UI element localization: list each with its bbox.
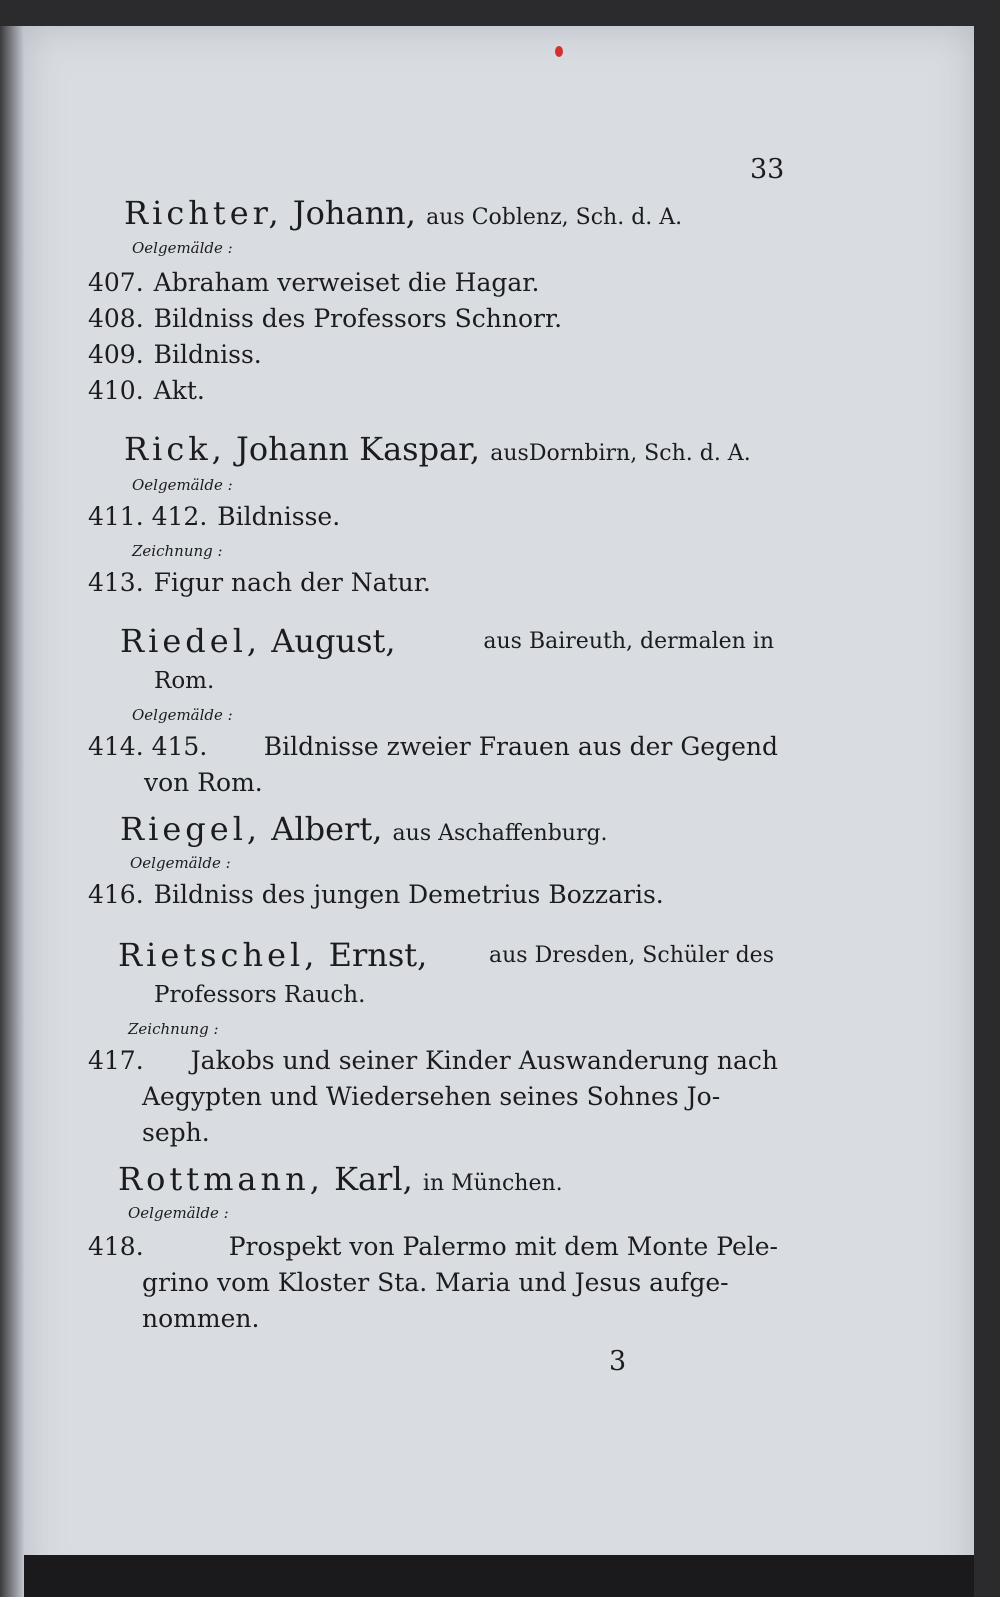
artist-origin-continued: Rom. bbox=[154, 668, 215, 694]
artist-given-name: August, bbox=[271, 622, 396, 660]
catalog-number: 417. bbox=[88, 1046, 144, 1075]
catalog-number: 418. bbox=[88, 1232, 144, 1261]
medium-label: Zeichnung : bbox=[128, 1020, 219, 1038]
catalog-title-continued: seph. bbox=[142, 1118, 210, 1147]
artist-surname: Richter, bbox=[124, 194, 283, 232]
catalog-item bbox=[88, 502, 340, 531]
page-number: 33 bbox=[750, 154, 785, 185]
artist-origin: aus Baireuth, dermalen in bbox=[483, 628, 774, 654]
artist-given-name: Ernst, bbox=[328, 936, 428, 974]
artist-given-name: Johann, bbox=[292, 194, 416, 232]
catalog-item bbox=[88, 880, 664, 909]
catalog-title: Prospekt von Palermo mit dem Monte Pele- bbox=[228, 1232, 778, 1261]
catalog-title: Bildniss des jungen Demetrius Bozzaris. bbox=[153, 880, 664, 909]
artist-heading bbox=[124, 194, 682, 232]
artist-given-name: Karl, bbox=[334, 1160, 413, 1198]
catalog-title: Jakobs und seiner Kinder Auswanderung nach bbox=[190, 1046, 778, 1075]
catalog-number: 408. bbox=[88, 304, 144, 333]
catalog-number: 416. bbox=[88, 880, 144, 909]
catalog-title-continued bbox=[142, 1082, 778, 1111]
medium-label: Oelgemälde : bbox=[132, 476, 233, 494]
catalog-title: Bildniss des Professors Schnorr. bbox=[153, 304, 563, 333]
signature-mark: 3 bbox=[609, 1346, 627, 1377]
catalog-item bbox=[88, 1232, 778, 1261]
catalog-title: Bildnisse zweier Frauen aus der Gegend bbox=[263, 732, 778, 761]
artist-origin: aus Coblenz, Sch. d. A. bbox=[426, 205, 683, 230]
red-ink-mark bbox=[555, 46, 563, 57]
catalog-item bbox=[88, 268, 539, 297]
catalog-title-line: Aegypten und Wiedersehen seines Sohnes Jo- bbox=[142, 1082, 721, 1111]
catalog-number: 410. bbox=[88, 376, 144, 405]
artist-surname: Riedel, bbox=[120, 622, 262, 660]
artist-heading bbox=[120, 622, 774, 660]
artist-origin: in München. bbox=[422, 1171, 563, 1196]
artist-origin: aus Dresden, Schüler des bbox=[489, 942, 774, 968]
catalog-number: 407. bbox=[88, 268, 144, 297]
catalog-title-continued: nommen. bbox=[142, 1304, 260, 1333]
artist-origin-continued: Professors Rauch. bbox=[154, 982, 366, 1008]
scan-bottom-edge bbox=[24, 1555, 974, 1597]
catalog-title: Bildnisse. bbox=[217, 502, 341, 531]
catalog-item bbox=[88, 304, 562, 333]
catalog-item bbox=[88, 1046, 778, 1075]
catalog-item bbox=[88, 340, 262, 369]
artist-given-name: Johann Kaspar, bbox=[235, 430, 481, 468]
artist-given-name: Albert, bbox=[271, 810, 383, 848]
catalog-number: 413. bbox=[88, 568, 144, 597]
catalog-title: Abraham verweiset die Hagar. bbox=[153, 268, 540, 297]
artist-origin: ausDornbirn, Sch. d. A. bbox=[490, 441, 751, 466]
artist-heading bbox=[118, 936, 774, 974]
artist-surname: Rottmann, bbox=[118, 1160, 324, 1198]
medium-label: Oelgemälde : bbox=[132, 706, 233, 724]
artist-surname: Rick, bbox=[124, 430, 226, 468]
catalog-number: 411. 412. bbox=[88, 502, 208, 531]
catalog-title: Akt. bbox=[153, 376, 205, 405]
catalog-item bbox=[88, 376, 205, 405]
catalog-title: Bildniss. bbox=[153, 340, 262, 369]
book-gutter-edge bbox=[0, 26, 24, 1597]
medium-label: Oelgemälde : bbox=[130, 854, 231, 872]
artist-heading bbox=[118, 1160, 563, 1198]
artist-surname: Rietschel, bbox=[118, 936, 319, 974]
catalog-number: 409. bbox=[88, 340, 144, 369]
medium-label: Oelgemälde : bbox=[128, 1204, 229, 1222]
catalog-title: Figur nach der Natur. bbox=[153, 568, 431, 597]
catalog-title-continued: grino vom Kloster Sta. Maria und Jesus aufge- bbox=[142, 1268, 729, 1297]
catalog-number: 414. 415. bbox=[88, 732, 208, 761]
catalog-item bbox=[88, 568, 431, 597]
artist-origin: aus Aschaffenburg. bbox=[392, 821, 608, 846]
artist-heading bbox=[124, 430, 751, 468]
artist-surname: Riegel, bbox=[120, 810, 262, 848]
book-page bbox=[24, 26, 974, 1597]
catalog-item bbox=[88, 732, 778, 761]
medium-label: Zeichnung : bbox=[132, 542, 223, 560]
artist-heading bbox=[120, 810, 608, 848]
catalog-title-continued: von Rom. bbox=[144, 768, 263, 797]
medium-label: Oelgemälde : bbox=[132, 239, 233, 257]
